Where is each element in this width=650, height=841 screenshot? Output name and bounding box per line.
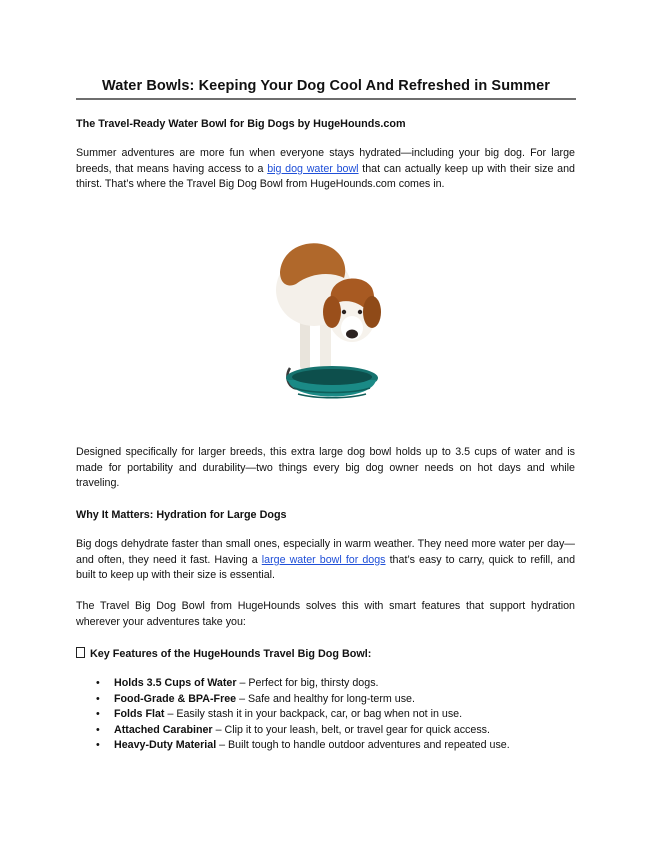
feature-list-item — [76, 738, 576, 754]
feature-description: – Easily stash it in your backpack, car, or bag when not in use. — [164, 708, 463, 720]
solution-paragraph: The Travel Big Dog Bowl from HugeHounds solves this with smart features that support hydration wherever your adventures take you: — [76, 600, 575, 628]
intro-text-start: Summer adventures are more fun when everyone stays hydrated—including your big dog. For large breeds, that means having access to a — [76, 147, 575, 175]
features-list — [76, 676, 576, 754]
feature-description: – Safe and healthy for long-term use. — [236, 692, 415, 705]
feature-name: Food-Grade & BPA-Free — [114, 692, 237, 705]
feature-name: Heavy-Duty Material — [114, 739, 217, 751]
dog-ear-right — [363, 296, 381, 328]
features-heading — [76, 647, 371, 660]
feature-description: – Clip it to your leash, belt, or travel gear for quick access. — [212, 723, 490, 736]
section-heading-why-it-matters: Why It Matters: Hydration for Large Dogs — [76, 509, 287, 521]
feature-list-item — [76, 723, 576, 739]
bullet-icon: • — [96, 692, 100, 705]
dog-drinking-image — [262, 232, 388, 412]
dog-illustration — [262, 232, 388, 412]
intro-paragraph — [76, 146, 575, 193]
feature-description: – Built tough to handle outdoor adventures and repeated use. — [216, 739, 510, 751]
hydration-paragraph — [76, 537, 575, 584]
dog-ear-left — [323, 296, 341, 328]
feature-list-item — [76, 707, 576, 723]
bullet-icon: • — [96, 708, 100, 720]
dog-eye-right — [358, 310, 362, 314]
checkbox-placeholder-icon — [76, 647, 85, 658]
description-paragraph: Designed specifically for larger breeds, this extra large dog bowl holds up to 3.5 cups of water and is made for portability and durability—two things every big dog owner needs on hot days and while traveling. — [76, 446, 575, 490]
feature-name: Holds 3.5 Cups of Water — [114, 677, 237, 689]
dog-eye-left — [342, 310, 346, 314]
bowl-water — [292, 369, 372, 385]
hydration-text-end: that’s easy to carry, quick to refill, and built to keep up with their size is essential. — [76, 553, 576, 582]
hydration-text-start: Big dogs dehydrate faster than small ones, especially in warm weather. They need more water per day—and often, they need it fast. Having a — [76, 538, 575, 566]
bullet-icon: • — [96, 739, 100, 751]
title-underline — [76, 98, 576, 100]
page-title: Water Bowls: Keeping Your Dog Cool And Refreshed in Summer — [101, 78, 551, 94]
features-heading-text: Key Features of the HugeHounds Travel Big Dog Bowl: — [90, 648, 372, 660]
bullet-icon: • — [96, 723, 100, 736]
intro-text-end: that can actually keep up with their size and thirst. That’s where the Travel Big Dog Bowl from HugeHounds.com comes in. — [76, 162, 575, 191]
bullet-icon: • — [96, 677, 100, 689]
feature-list-item — [76, 692, 576, 708]
section-heading-travel-bowl: The Travel-Ready Water Bowl for Big Dogs by HugeHounds.com — [76, 118, 406, 130]
feature-name: Folds Flat — [114, 708, 165, 720]
feature-name: Attached Carabiner — [114, 723, 213, 736]
feature-list-item — [76, 676, 576, 692]
big-dog-water-bowl-link[interactable]: big dog water bowl — [267, 162, 359, 175]
feature-description: – Perfect for big, thirsty dogs. — [236, 677, 379, 689]
large-water-bowl-link[interactable]: large water bowl for dogs — [261, 553, 386, 566]
dog-nose — [346, 330, 358, 339]
